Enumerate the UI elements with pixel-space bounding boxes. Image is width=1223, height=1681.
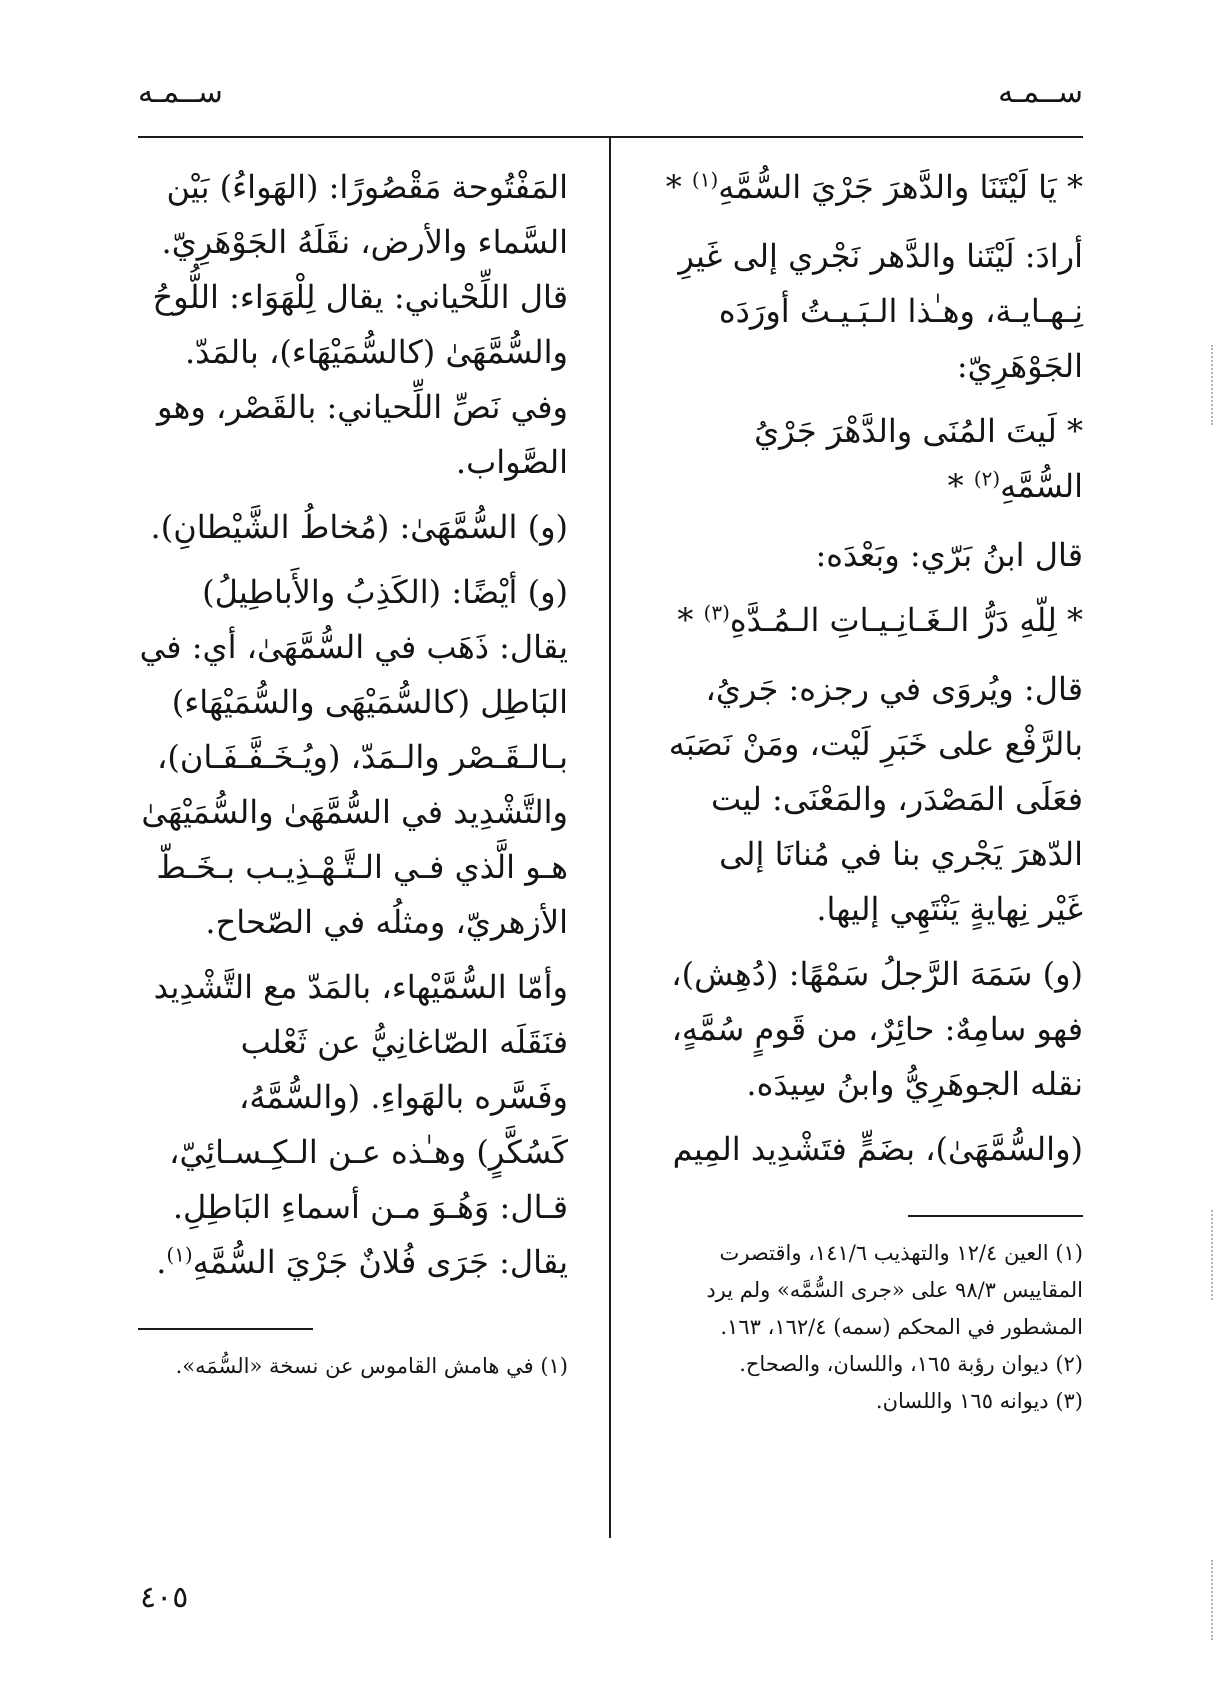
verse-1-text: * يَا لَيْتَنَا والدَّهرَ جَرْيَ السُّمَّهِ [718, 168, 1083, 206]
paragraph: (و) السُّمَّهَىٰ: (مُخاطُ الشَّيْطانِ). [150, 508, 568, 546]
paragraph [138, 960, 568, 1290]
paragraph: قال: ويُروَى في رجزه: جَريُ، بالرَّفْع على خَبَرِ لَيْت، ومَنْ نَصَبَه فعَلَى المَصْدَر، والمَعْنَى: ليت الدّهرَ يَجْري بنا في مُنانَا إلى غَيْر نِهايةٍ يَنْتَهِي إليها. [668, 670, 1083, 928]
paragraph: المَفْتُوحة مَقْصُورًا: (الهَواءُ) بَيْن السَّماء والأرض، نقَلَهُ الجَوْهَرِيّ. قال اللِّحْياني: يقال لِلْهَوَاء: اللُّوحُ والسُّمَّهَىٰ (كالسُّمَيْهَاء)، بالمَدّ. وفي نَصِّ اللِّحياني: بالقَصْر، وهو الصَّواب. [152, 168, 568, 481]
verse-1 [665, 160, 1083, 215]
footnote: (٣) ديوانه ١٦٥ واللسان. [875, 1389, 1083, 1413]
paragraph: (و) أيْضًا: (الكَذِبُ والأَباطِيلُ) يقال: ذَهَب في السُّمَّهَىٰ، أي: في البَاطِل (كالسُّمَيْهَى والسُّمَيْهَاء) بـالـقَـصْر والـمَدّ، (ويُـخَـفَّـفَـان)، والتَّشْدِيد في السُّمَّهَىٰ والسُّمَيْهَىٰ هـو الَّذي فـي الـتَّـهْـذِيـب بـخَـطّ الأزهريّ، ومثلُه في الصّحاح. [139, 573, 568, 941]
footnote: (٢) ديوان رؤبة ١٦٥، واللسان، والصحاح. [739, 1352, 1083, 1376]
paragraph-text: وأمّا السُّمَّيْهاء، بالمَدّ مع التَّشْدِيد فنَقَلَه الصّاغانِيُّ عن ثَعْلب وفَسَّره بالهَواءِ. (والسُّمَّهُ، كَسُكَّرٍ) وهـٰذه عـن الـكِـسـائِيّ، قـال: وَهُـوَ مـن أسماءِ البَاطِلِ. يقال: جَرَى فُلانٌ جَرْيَ السُّمَّهِ [153, 968, 568, 1281]
paragraph: أرادَ: لَيْتَنا والدَّهر نَجْري إلى غَيرِ نِـهـايـة، وهـٰذا الـبَـيـتُ أورَدَه الجَوْهَرِيّ: [678, 237, 1083, 385]
footnote-rule [138, 1328, 313, 1330]
verse-2-text: * لَيتَ المُنَى والدَّهْرَ جَرْيُ السُّمَّهِ [754, 412, 1083, 505]
footnote: (١) في هامش القاموس عن نسخة «السُّمَه». [175, 1354, 568, 1378]
header-word-right: ســمـه [998, 75, 1083, 110]
margin-dots [1211, 1560, 1215, 1640]
verse-2 [665, 404, 1083, 514]
footnotes-left [138, 1348, 568, 1385]
footnote-ref-1: (١) [166, 1242, 193, 1267]
left-column [138, 160, 568, 1385]
footnote-ref-3: (٣) [703, 600, 730, 625]
verse-3-text: * لِلّهِ دَرُّ الـغَـانِـيـاتِ الـمُـدَّهِ [729, 601, 1083, 639]
column-divider [609, 138, 611, 1538]
page-number: ٤٠٥ [140, 1580, 189, 1615]
footnote-ref-2: (٢) [973, 466, 1001, 491]
footnote: (١) العين ١٢/٤ والتهذيب ١٤١/٦، واقتصرت المقاييس ٩٨/٣ على «جرى السُّمَّه» ولم يرد المشطور في المحكم (سمه) ١٦٢/٤، ١٦٣. [706, 1241, 1083, 1339]
margin-dots [1211, 345, 1215, 425]
header-word-left: ســمـه [138, 75, 223, 110]
verse-3 [665, 593, 1083, 648]
paragraph: قال ابنُ بَرّي: وبَعْدَه: [815, 536, 1083, 574]
right-column [665, 160, 1083, 1420]
footnotes-right [665, 1235, 1083, 1420]
paragraph: (و) سَمَهَ الرَّجلُ سَمْهًا: (دُهِش)، فهو سامِهٌ: حائِرٌ، من قَومٍ سُمَّهٍ، نقله الجوهَرِيُّ وابنُ سِيدَه. [671, 955, 1083, 1103]
paragraph-end: . [156, 1243, 167, 1281]
verse-3-end: * [677, 601, 704, 639]
verse-2-end: * [947, 467, 974, 505]
footnote-ref-1: (١) [691, 167, 719, 192]
footnote-rule [908, 1215, 1083, 1217]
margin-dots [1211, 1210, 1215, 1300]
verse-1-end: * [665, 168, 692, 206]
paragraph: (والسُّمَّهَىٰ)، بضَمٍّ فتَشْدِيد المِيم [672, 1130, 1083, 1168]
